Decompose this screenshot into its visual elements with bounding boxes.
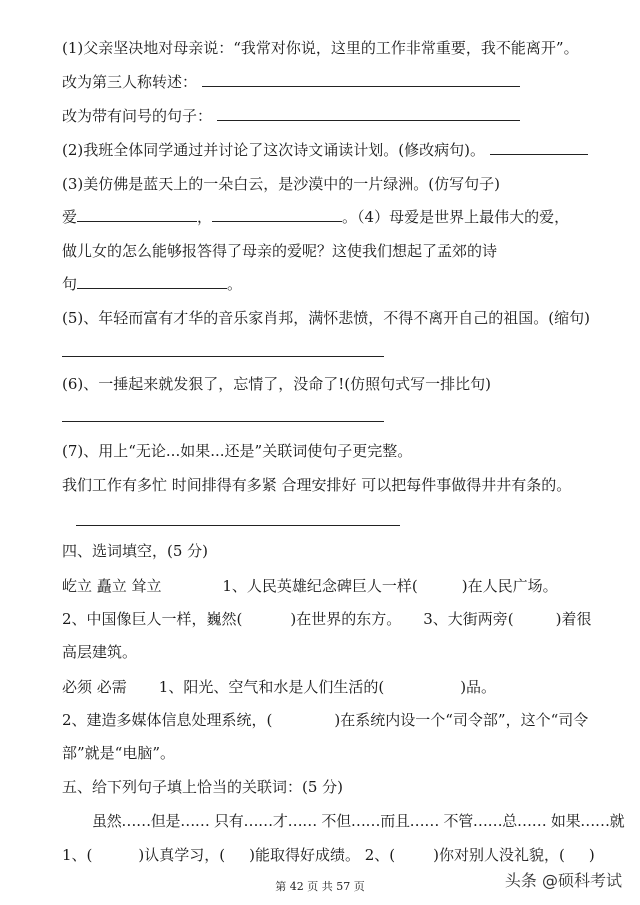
q7-sentence: 我们工作有多忙 时间排得有多紧 合理安排好 可以把每件事做得井井有条的。 — [62, 476, 572, 494]
section-5-title: 五、给下列句子填上恰当的关联词：(5 分) — [62, 778, 344, 796]
text-comma: ， — [197, 208, 213, 226]
s4-q5-line — [62, 710, 600, 730]
s4-q5-cont: 部”就是“电脑”。 — [62, 744, 176, 762]
answer-blank[interactable] — [212, 207, 342, 222]
s4-q2-line — [62, 609, 600, 629]
q7-text: (7)、用上“无论...如果...还是”关联词使句子更完整。 — [62, 442, 413, 460]
s4-q5-text-end: )在系统内设一个“司令部”，这个“司令 — [334, 711, 589, 729]
text-ju: 句 — [62, 275, 78, 293]
s4-q4-line — [62, 677, 600, 697]
answer-blank[interactable] — [490, 140, 588, 155]
page-number: 第 42 页 共 57 页 — [275, 880, 365, 893]
s4-q3-text: 3、大街两旁( — [423, 610, 514, 628]
answer-blank[interactable] — [217, 106, 520, 121]
q5-text: (5)、年轻而富有才华的音乐家肖邦，满怀悲愤，不得不离开自己的祖国。(缩句) — [62, 309, 590, 327]
label-question-form: 改为带有问号的句子： — [62, 107, 213, 125]
text-ai: 爱 — [62, 208, 78, 226]
s4-q1-text: 1、人民英雄纪念碑巨人一样( — [222, 577, 418, 595]
section-4-title: 四、选词填空，(5 分) — [62, 542, 209, 560]
q1-line-third-person — [62, 72, 600, 92]
s4-q3-cont: 高层建筑。 — [62, 643, 138, 661]
answer-line[interactable] — [62, 421, 384, 422]
word-options-1: 屹立 矗立 耸立 — [62, 577, 162, 595]
answer-line[interactable] — [62, 356, 384, 357]
answer-blank[interactable] — [202, 72, 520, 87]
text-period: 。 — [227, 275, 243, 293]
q3-q4-line — [62, 207, 600, 227]
s5-q2-close: ) — [588, 846, 595, 864]
s4-q2-text-end: )在世界的东方。 — [290, 610, 402, 628]
s5-q1-mid: )认真学习，( — [138, 846, 226, 864]
s4-q5-text: 2、建造多媒体信息处理系统，( — [62, 711, 273, 729]
s5-q1-open: 1、( — [62, 846, 93, 864]
q4-line-answer — [62, 274, 600, 294]
q4-text-start: 。（4）母爱是世界上最伟大的爱， — [342, 208, 570, 226]
q1-text: (1)父亲坚决地对母亲说：“我常对你说，这里的工作非常重要，我不能离开”。 — [62, 39, 579, 57]
s4-q2-text: 2、中国像巨人一样，巍然( — [62, 610, 243, 628]
q6-text: (6)、一捶起来就发狠了，忘情了，没命了!(仿照句式写一排比句) — [62, 375, 491, 393]
s4-q4-text-end: )品。 — [460, 678, 497, 696]
answer-blank[interactable] — [77, 274, 227, 289]
answer-blank[interactable] — [77, 207, 197, 222]
conjunction-options: 虽然……但是…… 只有……才…… 不但……而且…… 不管……总…… 如果……就 — [92, 812, 625, 830]
s5-q1-line — [62, 845, 600, 865]
q3-text: (3)美仿佛是蓝天上的一朵白云，是沙漠中的一片绿洲。(仿写句子) — [62, 175, 500, 193]
s5-q2-text: )你对别人没礼貌，( — [433, 846, 565, 864]
word-options-2: 必须 必需 — [62, 678, 127, 696]
label-third-person: 改为第三人称转述： — [62, 73, 198, 91]
q4-text: 做儿女的怎么能够报答得了母亲的爱呢？这使我们想起了孟郊的诗 — [62, 242, 498, 260]
q2-text: (2)我班全体同学通过并讨论了这次诗文诵读计划。(修改病句)。 — [62, 141, 485, 159]
s4-q4-text: 1、阳光、空气和水是人们生活的( — [158, 678, 385, 696]
s5-q1-end: )能取得好成绩。 2、( — [249, 846, 396, 864]
answer-line[interactable] — [76, 525, 400, 526]
q2-line — [62, 140, 600, 160]
s4-q1-line — [62, 576, 600, 596]
q1-line-question — [62, 106, 600, 126]
watermark: 头条 @硕科考试 — [504, 871, 622, 890]
s4-q1-text-end: )在人民广场。 — [461, 577, 558, 595]
s4-q3-text-end: )着很 — [555, 610, 592, 628]
